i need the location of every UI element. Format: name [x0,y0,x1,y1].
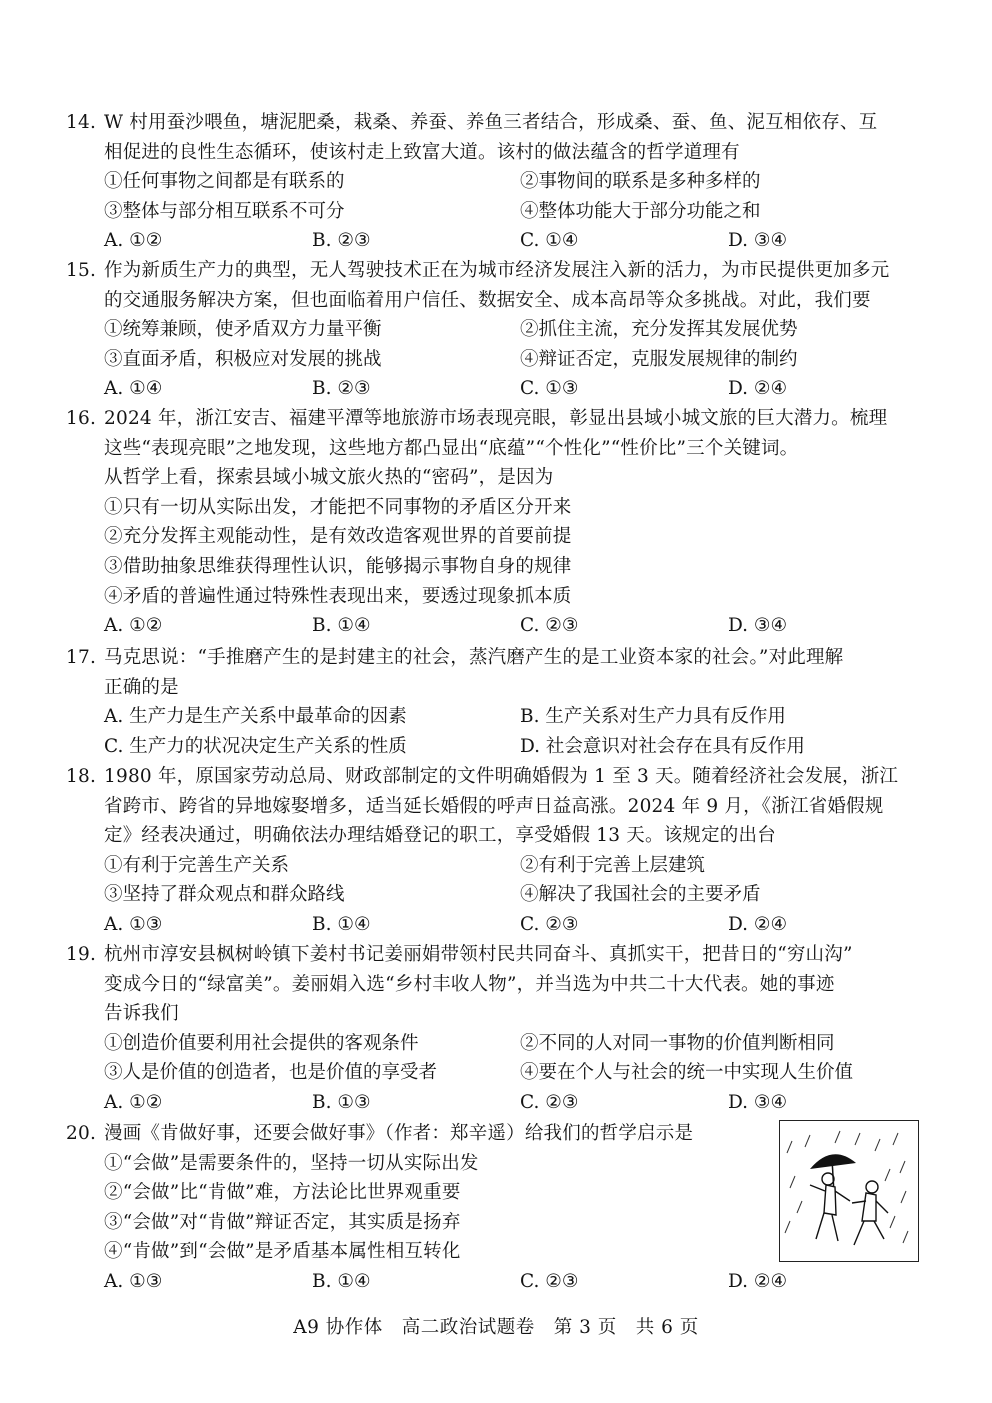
answer-option: D. 社会意识对社会存在具有反作用 [520,735,805,757]
question-stem: 这些“表现亮眼”之地发现，这些地方都凸显出“底蕴”“个性化”“性价比”三个关键词。 [104,437,799,459]
question-14 [66,108,936,256]
question-number: 15. [66,260,97,281]
question-stem: 相促进的良性生态循环，使该村走上致富大道。该村的做法蕴含的哲学道理有 [104,141,740,163]
statement-item: ③人是价值的创造者，也是价值的享受者 [104,1062,438,1084]
answer-option: A. ①② [104,615,163,637]
statement-item: ③直面矛盾，积极应对发展的挑战 [104,348,382,370]
statement-item: ①有利于完善生产关系 [104,854,290,876]
answer-option: B. ①④ [312,615,371,637]
statement-item: ①“会做”是需要条件的，坚持一切从实际出发 [104,1152,479,1174]
question-stem: 从哲学上看，探索县域小城文旅火热的“密码”，是因为 [104,467,554,489]
question-17 [66,643,936,761]
answer-option: C. ②③ [520,1091,579,1113]
answer-option: C. ①④ [520,230,579,252]
statement-item: ②有利于完善上层建筑 [520,854,706,876]
answer-option: B. ②③ [312,230,371,252]
statement-item: ①创造价值要利用社会提供的客观条件 [104,1032,419,1054]
statement-item: ④“肯做”到“会做”是矛盾基本属性相互转化 [104,1241,461,1263]
cartoon-illustration [779,1120,919,1262]
question-stem: 漫画《肯做好事，还要会做好事》（作者：郑辛遥）给我们的哲学启示是 [104,1123,694,1144]
answer-option: D. ②④ [728,1270,788,1292]
answer-option: D. ②④ [728,913,788,935]
answer-option: A. ①③ [104,1270,163,1292]
statement-item: ②“会做”比“肯做”难，方法论比世界观重要 [104,1182,461,1204]
statement-item: ②充分发挥主观能动性，是有效改造客观世界的首要前提 [104,526,572,548]
question-number: 14. [66,112,97,133]
statement-item: ④解决了我国社会的主要矛盾 [520,884,761,906]
statement-item: ②事物间的联系是多种多样的 [520,171,761,193]
answer-option: B. ②③ [312,378,371,400]
answer-option: D. ②④ [728,378,788,400]
question-number: 18. [66,766,97,787]
question-number: 19. [66,944,97,965]
question-stem: 作为新质生产力的典型，无人驾驶技术正在为城市经济发展注入新的活力，为市民提供更加多元 [104,260,890,281]
answer-option: C. ②③ [520,1270,579,1292]
question-stem: W 村用蚕沙喂鱼，塘泥肥桑，栽桑、养蚕、养鱼三者结合，形成桑、蚕、鱼、泥互相依存、互 [104,112,878,133]
page-footer: A9 协作体 高二政治试题卷 第 3 页 共 6 页 [293,1317,699,1338]
question-stem: 马克思说：“手推磨产生的是封建主的社会，蒸汽磨产生的是工业资本家的社会。”对此理解 [104,647,844,668]
statement-item: ①统筹兼顾，使矛盾双方力量平衡 [104,319,382,341]
question-stem: 定》经表决通过，明确依法办理结婚登记的职工，享受婚假 13 天。该规定的出台 [104,825,776,847]
statement-item: ③整体与部分相互联系不可分 [104,200,345,222]
question-stem: 2024 年，浙江安吉、福建平潭等地旅游市场表现亮眼，彰显出县域小城文旅的巨大潜力。梳理 [104,408,888,429]
statement-item: ③坚持了群众观点和群众路线 [104,884,345,906]
statement-item: ①任何事物之间都是有联系的 [104,171,345,193]
question-16 [66,404,936,641]
question-number: 16. [66,408,97,429]
answer-option: C. 生产力的状况决定生产关系的性质 [104,735,407,757]
question-stem: 的交通服务解决方案，但也面临着用户信任、数据安全、成本高昂等众多挑战。对此，我们要 [104,289,871,311]
answer-option: C. ②③ [520,615,579,637]
statement-item: ④整体功能大于部分功能之和 [520,200,761,222]
question-15 [66,256,936,404]
answer-option: B. ①④ [312,1270,371,1292]
answer-option: D. ③④ [728,615,788,637]
answer-option: B. ①④ [312,913,371,935]
cartoon-drawing [780,1121,917,1260]
statement-item: ①只有一切从实际出发，才能把不同事物的矛盾区分开来 [104,496,572,518]
question-18 [66,762,936,940]
question-stem: 1980 年，原国家劳动总局、财政部制定的文件明确婚假为 1 至 3 天。随着经济社会发展，浙江 [104,766,899,787]
answer-option: B. ①③ [312,1091,371,1113]
question-stem: 变成今日的“绿富美”。姜丽娟入选“乡村丰收人物”，并当选为中共二十大代表。她的事迹 [104,973,835,995]
question-19 [66,940,936,1118]
question-stem: 正确的是 [104,676,179,698]
answer-option: A. ①② [104,1091,163,1113]
statement-item: ③“会做”对“肯做”辩证否定，其实质是扬弃 [104,1211,461,1233]
statement-item: ④辩证否定，克服发展规律的制约 [520,348,798,370]
answer-option: C. ①③ [520,378,579,400]
question-stem: 告诉我们 [104,1003,179,1025]
question-number: 17. [66,647,97,668]
answer-option: A. 生产力是生产关系中最革命的因素 [104,706,407,728]
answer-option: A. ①④ [104,378,163,400]
answer-option: A. ①③ [104,913,163,935]
answer-option: D. ③④ [728,1091,788,1113]
answer-option: C. ②③ [520,913,579,935]
statement-item: ④矛盾的普遍性通过特殊性表现出来，要透过现象抓本质 [104,585,572,607]
statement-item: ③借助抽象思维获得理性认识，能够揭示事物自身的规律 [104,555,572,577]
question-number: 20. [66,1123,97,1144]
question-stem: 杭州市淳安县枫树岭镇下姜村书记姜丽娟带领村民共同奋斗、真抓实干，把昔日的“穷山沟” [104,944,853,965]
question-stem: 省跨市、跨省的异地嫁娶增多，适当延长婚假的呼声日益高涨。2024 年 9 月，《浙江省婚假规 [104,795,884,817]
statement-item: ④要在个人与社会的统一中实现人生价值 [520,1062,854,1084]
answer-option: D. ③④ [728,230,788,252]
statement-item: ②抓住主流，充分发挥其发展优势 [520,319,798,341]
answer-option: B. 生产关系对生产力具有反作用 [520,706,786,728]
answer-option: A. ①② [104,230,163,252]
statement-item: ②不同的人对同一事物的价值判断相同 [520,1032,835,1054]
